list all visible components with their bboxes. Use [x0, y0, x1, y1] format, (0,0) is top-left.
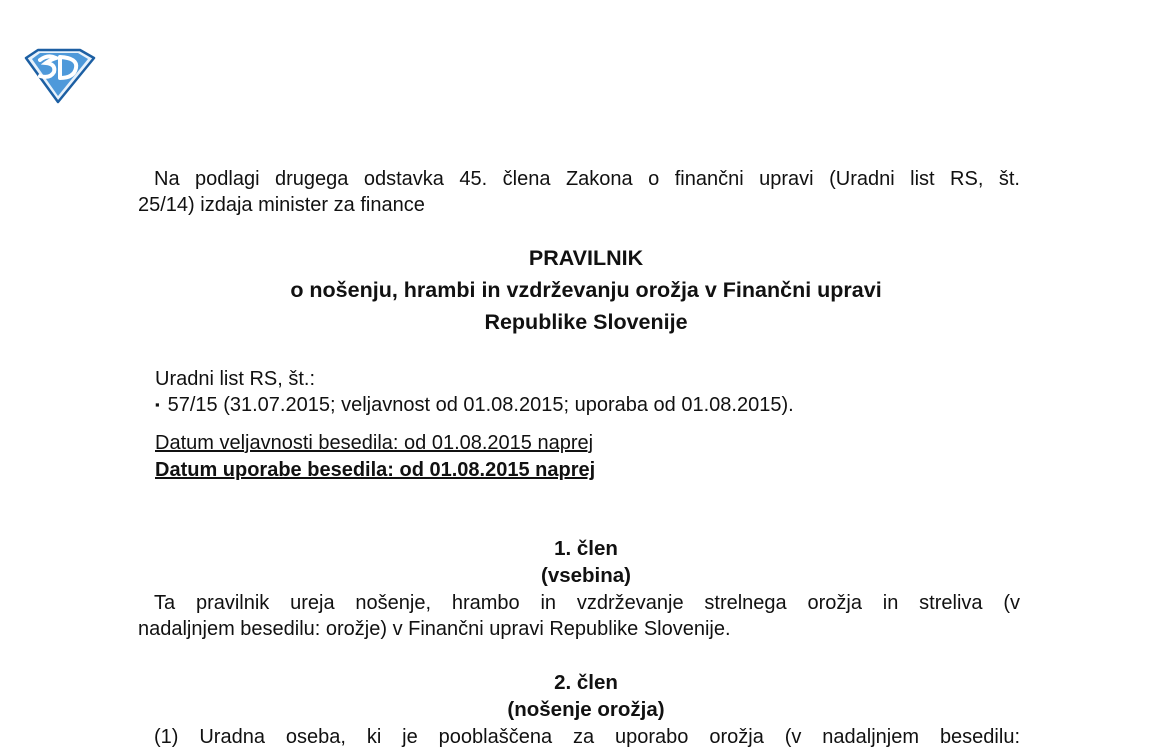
article-number: 2. člen: [554, 671, 618, 694]
bullet: ▪: [155, 397, 160, 412]
validity-date: Datum veljavnosti besedila: od 01.08.2015 naprej: [155, 432, 594, 454]
gazette-label: Uradni list RS, št.:: [155, 368, 316, 390]
article-line: Ta pravilnik ureja nošenje, hrambo in vzdrževanje strelnega orožja in streliva (v: [154, 592, 1020, 614]
use-date: Datum uporabe besedila: od 01.08.2015 naprej: [155, 459, 596, 481]
article-heading: (vsebina): [541, 564, 631, 587]
publisher-logo: [22, 46, 96, 106]
document-subtitle: Republike Slovenije: [484, 310, 688, 334]
preamble-line: 25/14) izdaja minister za finance: [138, 194, 425, 216]
document-subtitle: o nošenju, hrambi in vzdrževanju orožja v Finančni upravi: [290, 278, 882, 302]
preamble-line: Na podlagi drugega odstavka 45. člena Zakona o finančni upravi (Uradni list RS, št.: [154, 168, 1020, 190]
gazette-entry: [155, 392, 794, 418]
article-heading: (nošenje orožja): [507, 698, 665, 721]
document-title: PRAVILNIK: [528, 246, 644, 270]
article-body: [138, 724, 1020, 750]
preamble: [138, 166, 1020, 218]
article-line: (1) Uradna oseba, ki je pooblaščena za uporabo orožja (v nadaljnjem besedilu:: [154, 726, 1020, 748]
gazette-entry-text: 57/15 (31.07.2015; veljavnost od 01.08.2015; uporaba od 01.08.2015).: [167, 394, 794, 416]
article-line: nadaljnjem besedilu: orožje) v Finančni upravi Republike Slovenije.: [138, 618, 731, 640]
article-number: 1. člen: [554, 537, 618, 560]
article-body: [138, 590, 1020, 642]
